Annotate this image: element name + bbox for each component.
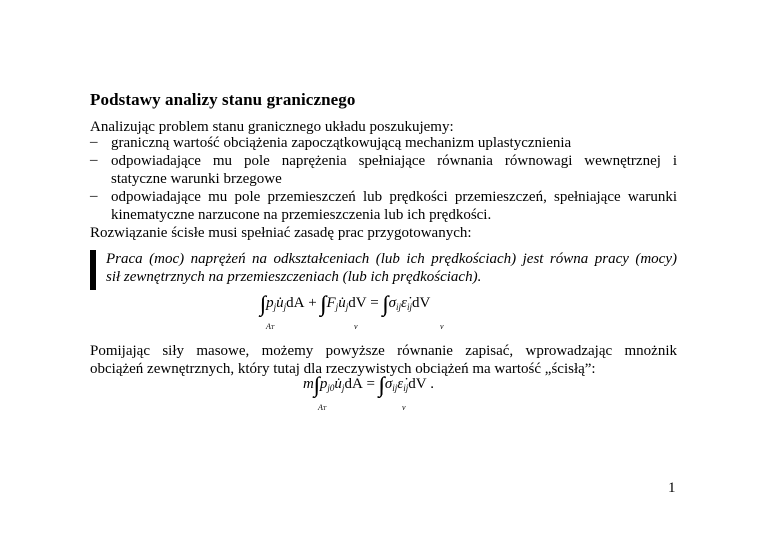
paragraph-2-line-1: Pomijając siły masowe, możemy powyższe równanie zapisać, wprowadzając mnożnik: [90, 343, 677, 359]
bullet-3: odpowiadające mu pole przemieszczeń lub prędkości przemieszczeń, spełniające warunki: [111, 189, 677, 205]
solution-line: Rozwiązanie ścisłe musi spełniać zasadę prac przygotowanych:: [90, 225, 472, 241]
limit-AT: AT: [318, 403, 327, 412]
bullet-3-cont: kinematyczne narzucone na przemieszczenia lub ich prędkości.: [111, 207, 492, 223]
quote-line-1: Praca (moc) naprężeń na odkształceniach (lub ich prędkościach) jest równa pracy (mocy): [106, 251, 677, 267]
page-title: Podstawy analizy stanu granicznego: [90, 90, 356, 109]
paragraph-2-line-2: obciążeń zewnętrznych, który tutaj dla rzeczywistych obciążeń ma wartość „ścisłą”:: [90, 361, 596, 377]
bullet-2-cont: statyczne warunki brzegowe: [111, 171, 282, 187]
bullet-dash: –: [90, 134, 98, 150]
quote-line-2: sił zewnętrznych na przemieszczeniach (lub ich prędkościach).: [106, 269, 482, 285]
limit-v: v: [354, 322, 358, 331]
bullet-dash: –: [90, 188, 98, 204]
intro-text: Analizując problem stanu granicznego układu poszukujemy:: [90, 119, 454, 135]
limit-v: v: [440, 322, 444, 331]
bullet-dash: –: [90, 152, 98, 168]
equation-load-multiplier: m∫∫ $p_{j0}u̇_jdA$ = ∫∫∫ $\sigma_{ij}\varepsiloṅ_{ij}dV$ .: [303, 372, 435, 397]
bullet-1: graniczną wartość obciążenia zapoczątkowującą mechanizm uplastycznienia: [111, 135, 572, 151]
quote-bar: [90, 250, 96, 290]
bullet-2: odpowiadające mu pole naprężenia spełniające równania równowagi wewnętrznej i: [111, 153, 677, 169]
limit-AT: AT: [266, 322, 275, 331]
page-number: 1: [668, 480, 676, 496]
limit-v: v: [402, 403, 406, 412]
equation-virtual-work: ∫∫ $p_ju̇_jdA$ + ∫∫∫ $F_ju̇_jdV$ = ∫∫∫ $\sigma_{ij}\varepsiloṅ_{ij}dV$: [260, 291, 431, 316]
